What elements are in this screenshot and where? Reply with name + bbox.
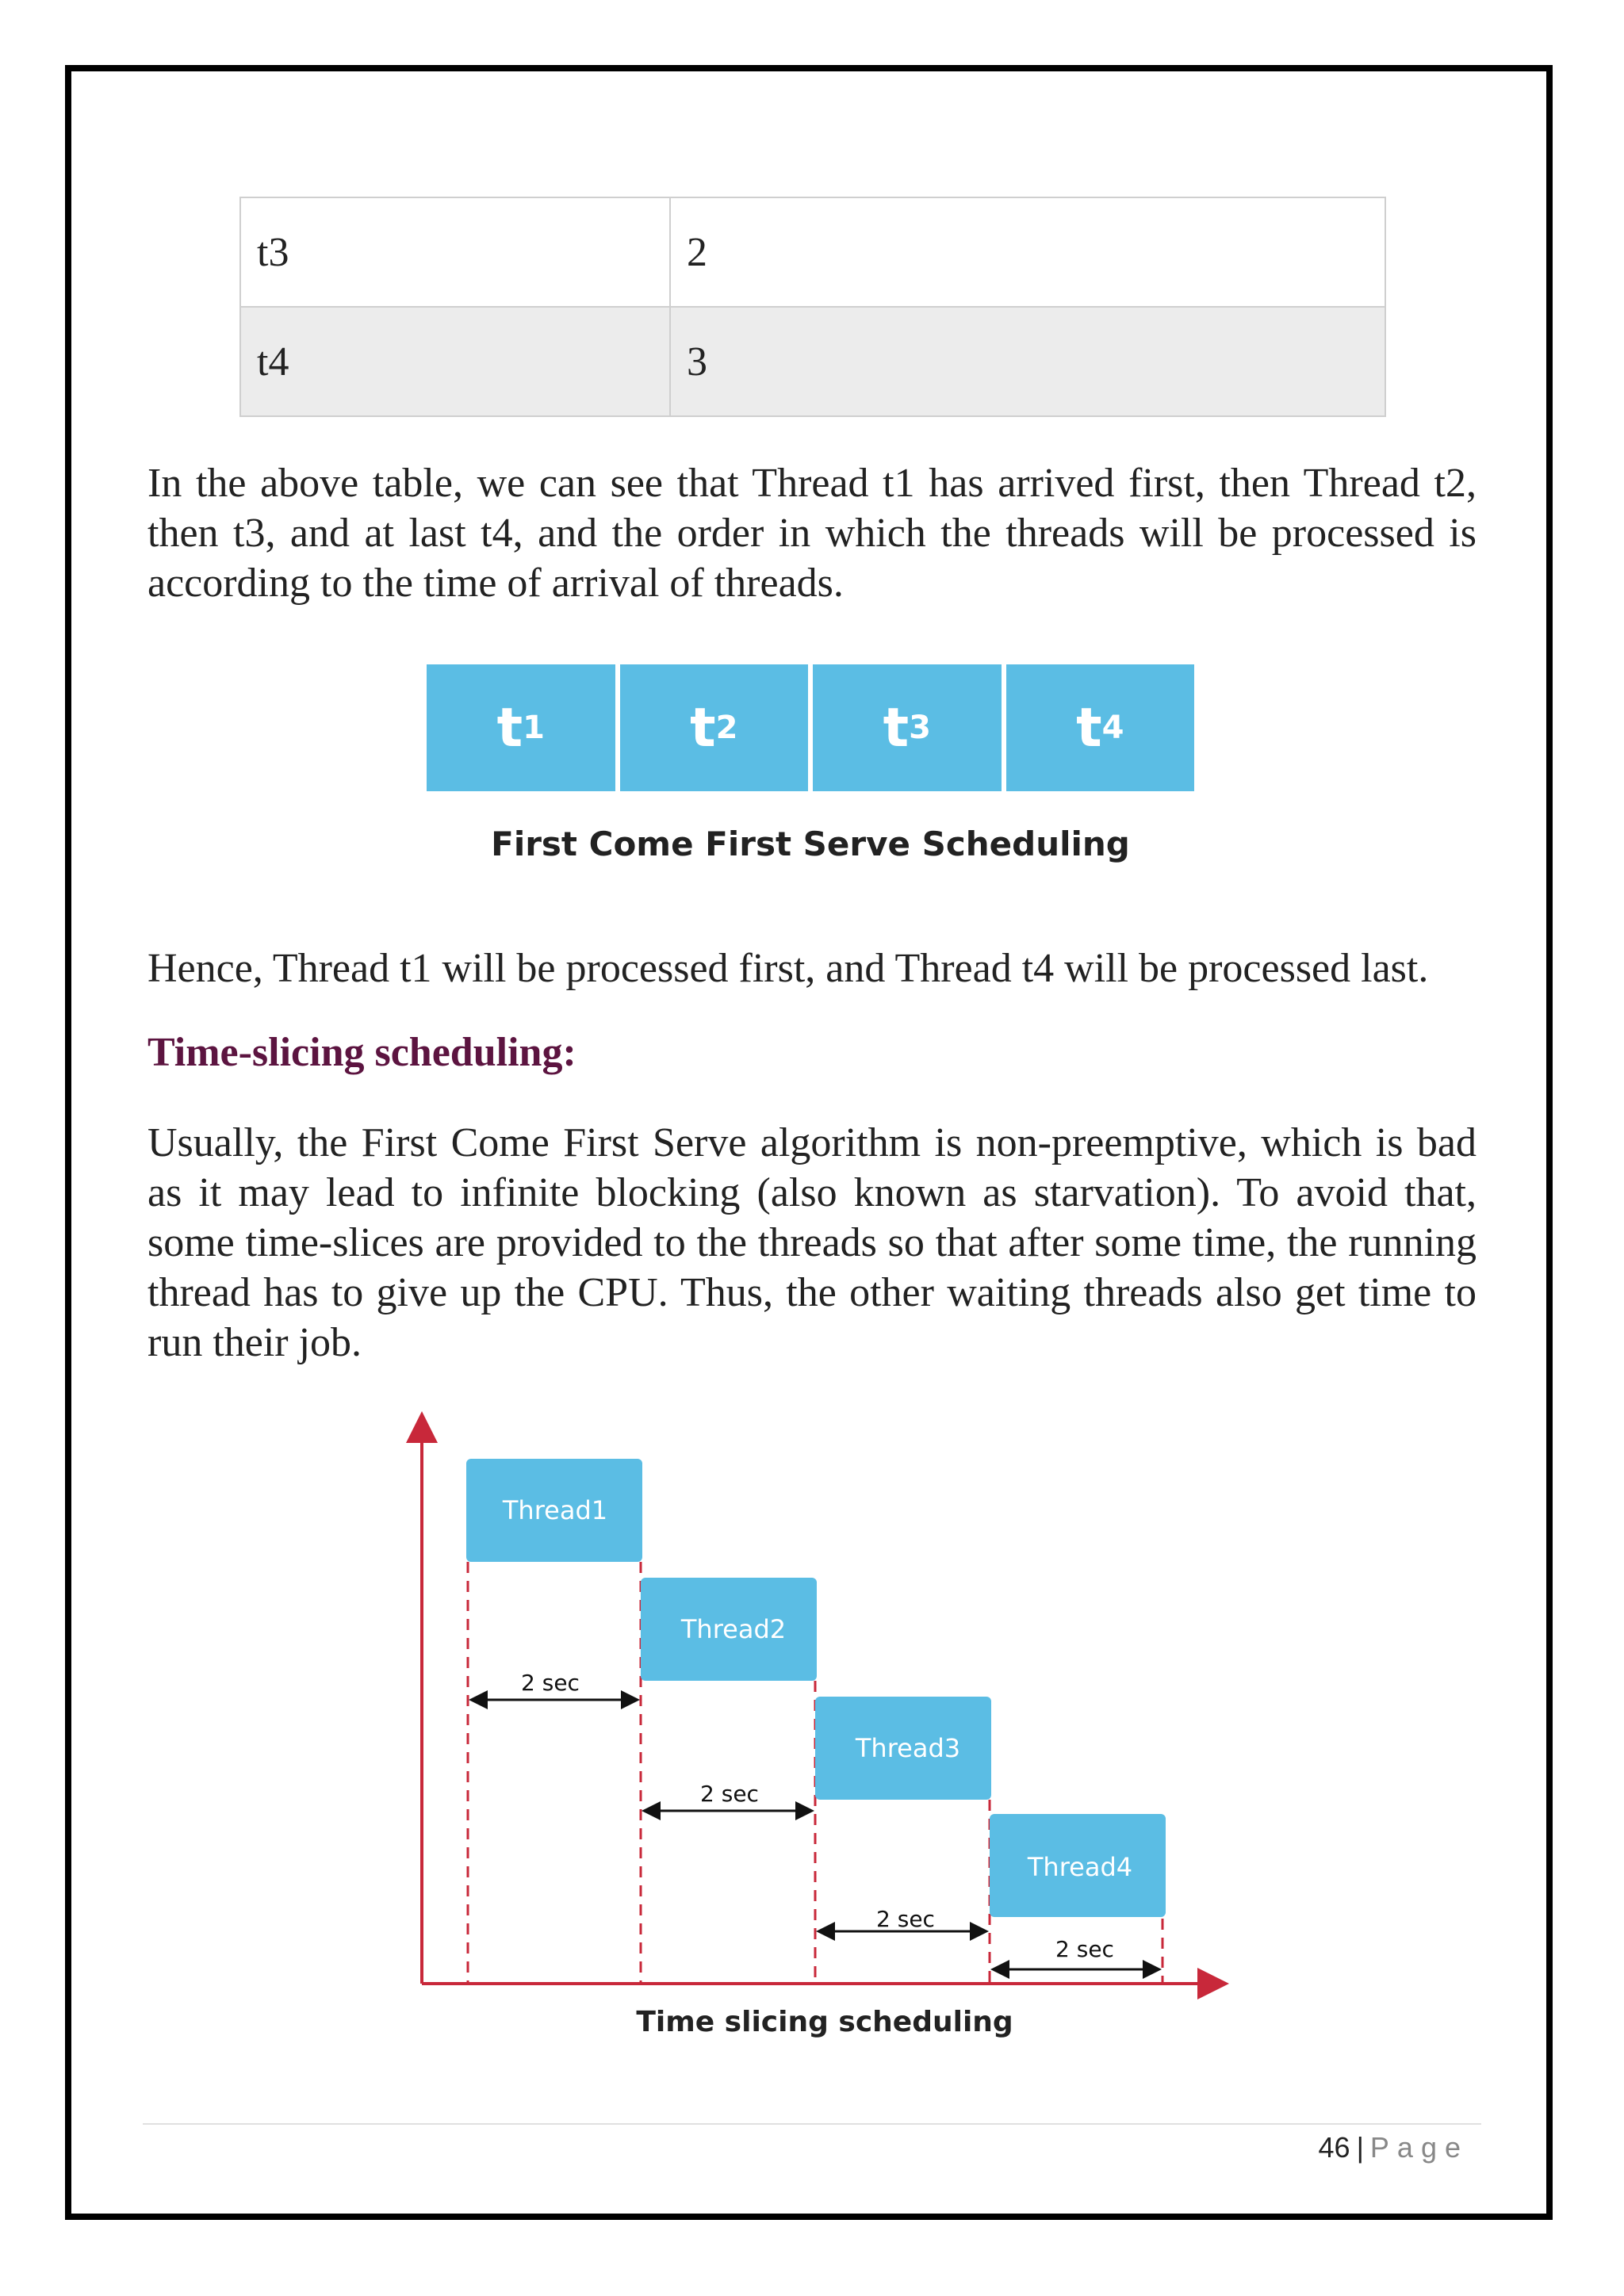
footer-separator: | [1356, 2131, 1364, 2164]
fcfs-box-t3: t 3 [813, 664, 1002, 791]
paragraph-time-slicing: Usually, the First Come First Serve algorithm is non-preemptive, which is bad as it may lead to infinite blocking (also known as starvation). To avoid that, some time-slices are provided to the threads so that after some time, the running thread has to give up the CPU. Thus, the other waiting threads also get time to run their job. [147, 1120, 1477, 1365]
table-cell-value: 3 [670, 307, 1385, 416]
footer-divider [143, 2123, 1481, 2125]
interval-label: 2 sec [1055, 1936, 1114, 1962]
table-cell-thread: t3 [240, 197, 670, 307]
page-label: Page [1369, 2131, 1469, 2164]
paragraph-table-explanation: In the above table, we can see that Thread t1 has arrived first, then Thread t2, then t3, and at last t4, and the order in which the threads will be processed is according to the time of arrival of threads. [147, 461, 1477, 606]
interval-label: 2 sec [876, 1906, 935, 1932]
table-cell-thread: t4 [240, 307, 670, 416]
fcfs-box-t4: t 4 [1006, 664, 1195, 791]
thread3-label: Thread3 [855, 1733, 961, 1763]
fcfs-box-t2: t 2 [620, 664, 809, 791]
thread2-label: Thread2 [680, 1614, 787, 1644]
thread1-label: Thread1 [502, 1495, 608, 1525]
interval-label: 2 sec [521, 1670, 580, 1696]
fcfs-box-t1: t 1 [427, 664, 615, 791]
interval-label: 2 sec [700, 1781, 759, 1807]
time-slicing-caption: Time slicing scheduling [636, 2006, 1013, 2038]
paragraph-processing-order: Hence, Thread t1 will be processed first, and Thread t4 will be processed last. [147, 946, 1429, 991]
thread4-label: Thread4 [1027, 1852, 1133, 1882]
page-footer [1319, 2131, 1469, 2164]
section-heading: Time-slicing scheduling: [147, 1030, 576, 1075]
table-cell-value: 2 [670, 197, 1385, 307]
fcfs-caption: First Come First Serve Scheduling [491, 825, 1130, 863]
page-number: 46 [1318, 2131, 1350, 2164]
